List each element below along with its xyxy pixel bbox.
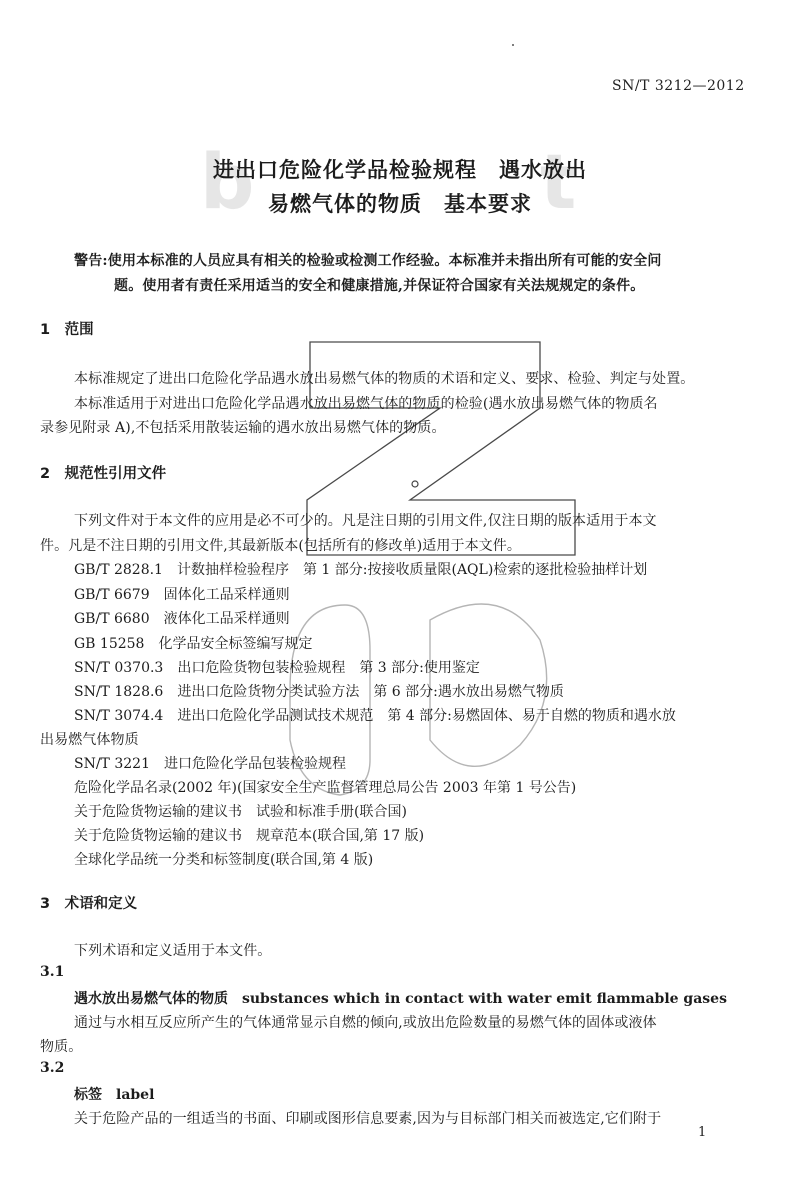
section-2-intro-line2: 件。凡是不注日期的引用文件,其最新版本(包括所有的修改单)适用于本文件。 [40,538,521,554]
page-number: 1 [698,1125,707,1140]
section-1-paragraph-2-line1: 本标准适用于对进出口危险化学品遇水放出易燃气体的物质的检验(遇水放出易燃气体的物质名 [74,396,658,412]
reference-item-continuation: 出易燃气体物质 [40,732,139,748]
section-1-paragraph-2-line2: 录参见附录 A),不包括采用散装运输的遇水放出易燃气体的物质。 [40,420,446,436]
watermark-letters: b [200,137,255,226]
document-title-line2: 易燃气体的物质 基本要求 [268,192,532,216]
watermark-letters-2: t [540,137,577,226]
section-3-heading: 3 术语和定义 [40,896,138,912]
term-definition-line1: 关于危险产品的一组适当的书面、印刷或图形信息要素,因为与目标部门相关而被选定,它们附于 [74,1111,662,1127]
reference-item: SN/T 1828.6 进出口危险货物分类试验方法 第 6 部分:遇水放出易燃气物质 [74,684,564,700]
watermark-dot [412,481,418,487]
term-number: 3.1 [40,964,65,980]
warning-text-line1: 警告:使用本标准的人员应具有相关的检验或检测工作经验。本标准并未指出所有可能的安全问 [74,253,662,269]
reference-item: SN/T 0370.3 出口危险货物包装检验规程 第 3 部分:使用鉴定 [74,660,480,676]
section-2-heading: 2 规范性引用文件 [40,466,167,482]
term-title: 遇水放出易燃气体的物质 substances which in contact with water emit flammable gases [74,991,727,1007]
reference-item: GB/T 2828.1 计数抽样检验程序 第 1 部分:按接收质量限(AQL)检索的逐批检验抽样计划 [74,562,648,578]
reference-item: 关于危险货物运输的建议书 规章范本(联合国,第 17 版) [74,828,425,844]
reference-item: SN/T 3221 进口危险化学品包装检验规程 [74,756,346,772]
section-1-heading: 1 范围 [40,322,94,338]
reference-item: 全球化学品统一分类和标签制度(联合国,第 4 版) [74,852,374,868]
term-title: 标签 label [74,1087,155,1103]
section-3-intro: 下列术语和定义适用于本文件。 [74,943,272,959]
standard-code: SN/T 3212—2012 [612,78,745,94]
document-title-line1: 进出口危险化学品检验规程 遇水放出 [213,158,587,182]
reference-item: GB 15258 化学品安全标签编写规定 [74,636,313,652]
reference-item: GB/T 6679 固体化工品采样通则 [74,587,290,603]
section-2-intro-line1: 下列文件对于本文件的应用是必不可少的。凡是注日期的引用文件,仅注日期的版本适用于本文 [74,513,657,529]
section-1-paragraph-1: 本标准规定了进出口危险化学品遇水放出易燃气体的物质的术语和定义、要求、检验、判定与处置。 [74,371,695,387]
reference-item: 危险化学品名录(2002 年)(国家安全生产监督管理总局公告 2003 年第 1 号公告) [74,780,577,796]
term-definition-line1: 通过与水相互反应所产生的气体通常显示自燃的倾向,或放出危险数量的易燃气体的固体或液体 [74,1015,657,1031]
scan-speck [512,44,514,46]
warning-text-line2: 题。使用者有责任采用适当的安全和健康措施,并保证符合国家有关法规规定的条件。 [114,278,645,294]
term-definition-line2: 物质。 [40,1039,83,1055]
term-number: 3.2 [40,1060,65,1076]
reference-item: SN/T 3074.4 进出口危险化学品测试技术规范 第 4 部分:易燃固体、易于自燃的物质和遇水放 [74,708,676,724]
reference-item: GB/T 6680 液体化工品采样通则 [74,611,290,627]
reference-item: 关于危险货物运输的建议书 试验和标准手册(联合国) [74,804,407,820]
